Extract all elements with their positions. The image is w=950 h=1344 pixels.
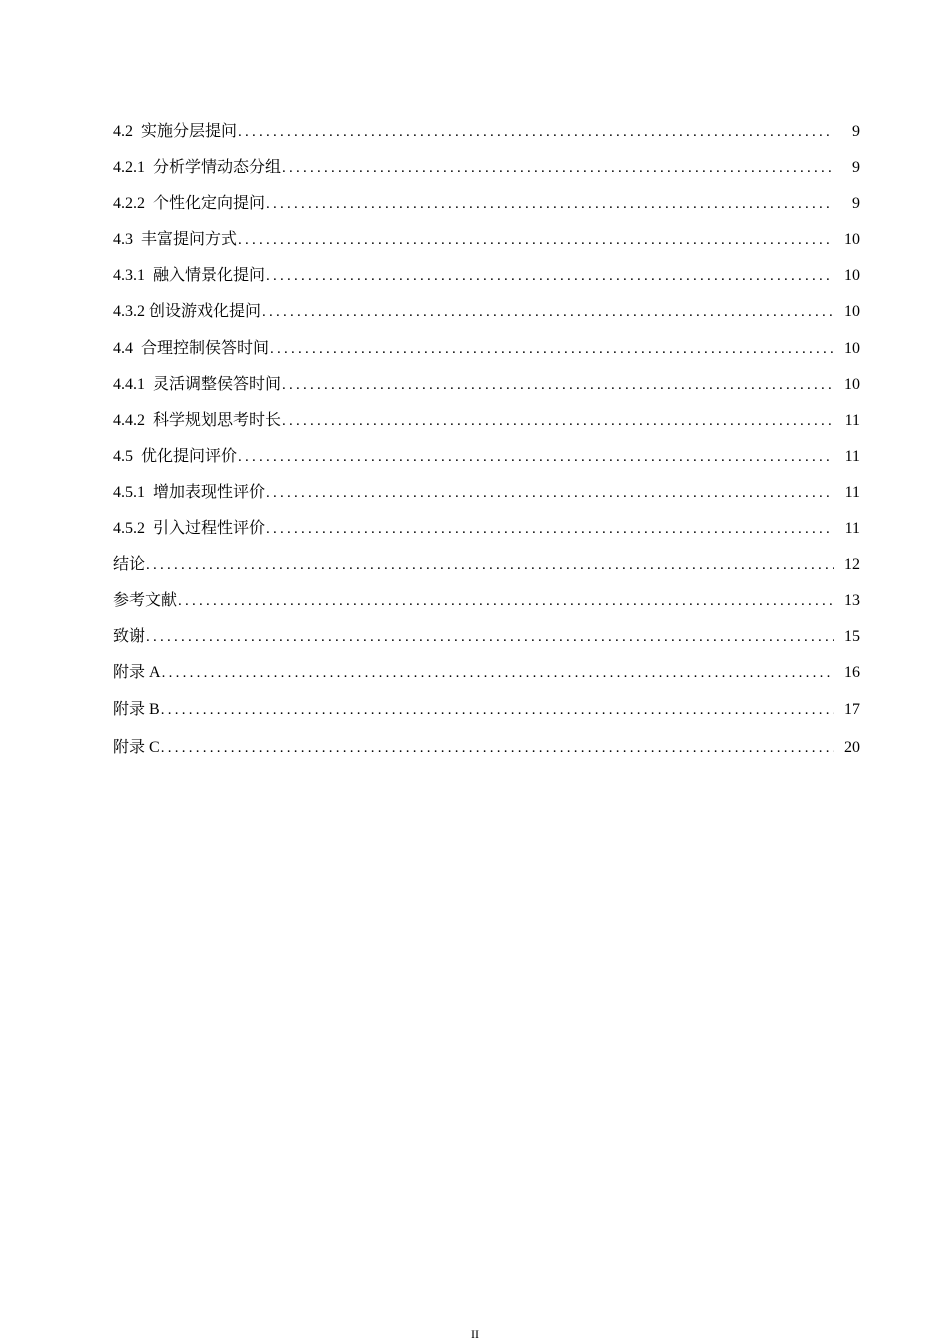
toc-entry-label: 4.3.2 创设游戏化提问	[113, 303, 262, 321]
toc-entry-label: 附录 A	[113, 664, 161, 682]
toc-entry[interactable]	[113, 114, 860, 150]
toc-entry-label: 4.5.2 引入过程性评价	[113, 520, 266, 538]
toc-entry-page: 11	[844, 447, 860, 465]
toc-entry-label: 4.2.2 个性化定向提问	[113, 195, 266, 213]
toc-entry-label: 4.2 实施分层提问	[113, 123, 238, 140]
toc-entry-label: 4.4 合理控制侯答时间	[113, 339, 270, 357]
toc-dot-leader	[178, 583, 834, 619]
toc-dot-leader	[161, 692, 834, 728]
toc-dot-leader	[266, 258, 834, 294]
toc-entry-page: 13	[844, 592, 860, 610]
toc-dot-leader	[146, 547, 834, 583]
toc-entry[interactable]	[113, 150, 860, 186]
toc-entry-label: 附录 C	[113, 738, 160, 756]
toc-entry[interactable]	[113, 692, 860, 728]
toc-entry[interactable]	[113, 403, 860, 439]
table-of-contents	[113, 114, 860, 766]
toc-dot-leader	[161, 730, 834, 766]
toc-entry-page: 9	[852, 195, 860, 213]
toc-entry-label: 致谢	[113, 628, 146, 646]
toc-entry-label: 4.5 优化提问评价	[113, 447, 238, 465]
toc-entry[interactable]	[113, 222, 860, 258]
toc-dot-leader	[282, 367, 834, 403]
toc-entry-page: 9	[852, 159, 860, 177]
toc-entry-page: 10	[844, 267, 860, 285]
toc-entry-page: 11	[844, 483, 860, 501]
toc-entry-page: 11	[844, 520, 860, 538]
toc-entry-label: 4.4.1 灵活调整侯答时间	[113, 375, 282, 393]
toc-entry-label: 附录 B	[113, 700, 160, 718]
toc-entry[interactable]	[113, 547, 860, 583]
toc-entry-label: 4.2.1 分析学情动态分组	[113, 159, 282, 177]
toc-entry-label: 4.4.2 科学规划思考时长	[113, 411, 282, 429]
toc-entry[interactable]	[113, 186, 860, 222]
toc-entry-page: 9	[852, 123, 860, 140]
toc-entry[interactable]	[113, 511, 860, 547]
toc-entry[interactable]	[113, 475, 860, 511]
toc-dot-leader	[266, 186, 834, 222]
toc-entry[interactable]	[113, 331, 860, 367]
toc-entry-page: 17	[844, 700, 860, 718]
toc-dot-leader	[266, 511, 834, 547]
toc-entry-page: 12	[844, 556, 860, 574]
toc-dot-leader	[270, 331, 834, 367]
toc-entry-page: 10	[844, 303, 860, 321]
toc-entry[interactable]	[113, 294, 860, 330]
toc-dot-leader	[282, 403, 834, 439]
toc-entry[interactable]	[113, 655, 860, 691]
toc-entry-page: 15	[844, 628, 860, 646]
page-number: II	[471, 1327, 479, 1341]
toc-entry-page: 16	[844, 664, 860, 682]
toc-dot-leader	[238, 222, 834, 258]
toc-dot-leader	[282, 150, 834, 186]
toc-dot-leader	[146, 619, 834, 655]
toc-entry[interactable]	[113, 439, 860, 475]
toc-entry-page: 10	[844, 231, 860, 249]
toc-entry-page: 11	[844, 411, 860, 429]
toc-entry[interactable]	[113, 258, 860, 294]
toc-dot-leader	[238, 114, 834, 150]
toc-entry-label: 4.5.1 增加表现性评价	[113, 483, 266, 501]
toc-entry[interactable]	[113, 730, 860, 766]
toc-entry[interactable]	[113, 619, 860, 655]
toc-entry-page: 10	[844, 375, 860, 393]
toc-entry[interactable]	[113, 367, 860, 403]
toc-dot-leader	[262, 294, 834, 330]
toc-dot-leader	[266, 475, 834, 511]
toc-dot-leader	[238, 439, 834, 475]
toc-entry-label: 4.3 丰富提问方式	[113, 231, 238, 249]
toc-entry-label: 参考文献	[113, 592, 178, 610]
toc-dot-leader	[162, 655, 834, 691]
toc-entry-page: 20	[844, 738, 860, 756]
toc-entry[interactable]	[113, 583, 860, 619]
toc-entry-page: 10	[844, 339, 860, 357]
toc-entry-label: 结论	[113, 556, 146, 574]
toc-entry-label: 4.3.1 融入情景化提问	[113, 267, 266, 285]
